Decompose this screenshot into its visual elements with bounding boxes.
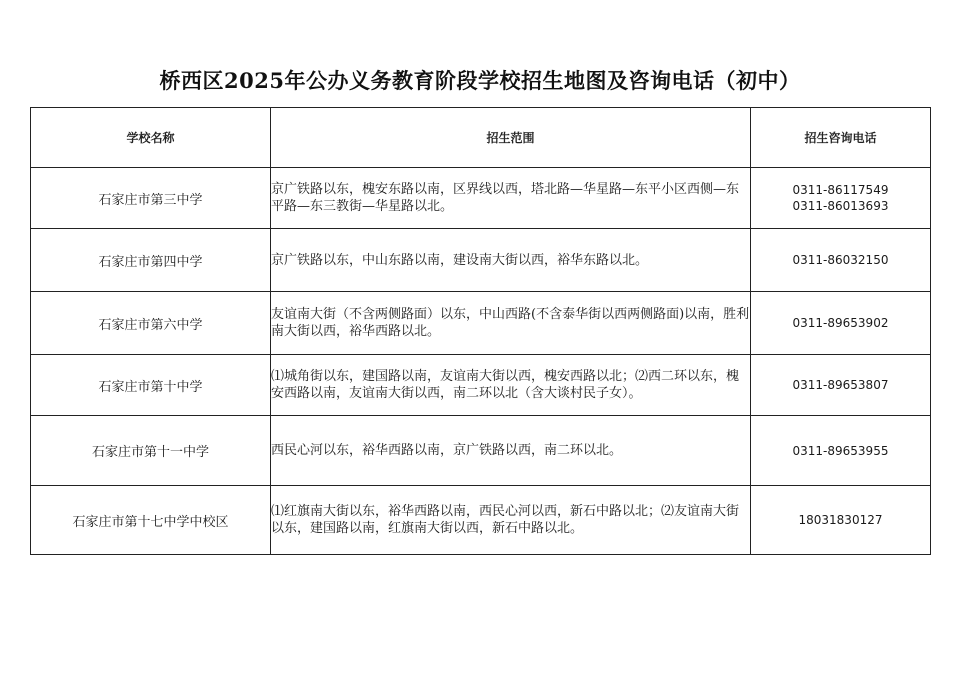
admission-range-cell: 京广铁路以东，中山东路以南，建设南大街以西，裕华东路以北。 — [271, 229, 751, 292]
page-title: 桥西区2025年公办义务教育阶段学校招生地图及咨询电话（初中） — [159, 68, 801, 93]
phone-cell — [751, 486, 931, 555]
phone-number: 0311-89653902 — [792, 316, 889, 330]
admissions-table — [30, 107, 931, 555]
table-row — [31, 229, 931, 292]
phone-number: 0311-89653955 — [792, 443, 889, 458]
school-name-cell: 石家庄市第六中学 — [31, 292, 271, 355]
admission-range-cell: 友谊南大街（不含两侧路面）以东，中山西路(不含泰华街以西两侧路面)以南，胜利南大街以西，裕华西路以北。 — [271, 292, 751, 355]
phone-cell — [751, 168, 931, 229]
school-name-cell: 石家庄市第四中学 — [31, 229, 271, 292]
school-name-cell: 石家庄市第十中学 — [31, 355, 271, 416]
table-row — [31, 168, 931, 229]
phone-number: 0311-89653807 — [792, 378, 889, 392]
school-name-cell: 石家庄市第三中学 — [31, 168, 271, 229]
header-admission-range: 招生范围 — [271, 108, 751, 168]
header-school-name: 学校名称 — [31, 108, 271, 168]
phone-number: 0311-86117549 — [792, 183, 889, 197]
phone-cell — [751, 355, 931, 416]
table-row — [31, 416, 931, 486]
table-row — [31, 292, 931, 355]
admission-range-cell: 京广铁路以东，槐安东路以南，区界线以西，塔北路—华星路—东平小区西侧—东平路—东三教街—华星路以北。 — [271, 168, 751, 229]
school-name-cell: 石家庄市第十七中学中校区 — [31, 486, 271, 555]
phone-cell — [751, 292, 931, 355]
admission-range-cell: 西民心河以东，裕华西路以南，京广铁路以西，南二环以北。 — [271, 416, 751, 486]
phone-cell — [751, 416, 931, 486]
table-header-row — [31, 108, 931, 168]
admission-range-cell: ⑴城角街以东，建国路以南，友谊南大街以西，槐安西路以北；⑵西二环以东，槐安西路以南，友谊南大街以西，南二环以北（含大谈村民子女）。 — [271, 355, 751, 416]
phone-cell — [751, 229, 931, 292]
phone-number: 0311-86032150 — [792, 253, 889, 267]
phone-number: 0311-86013693 — [792, 199, 889, 213]
admission-range-cell: ⑴红旗南大街以东，裕华西路以南，西民心河以西，新石中路以北；⑵友谊南大街以东，建国路以南，红旗南大街以西，新石中路以北。 — [271, 486, 751, 555]
table-row — [31, 486, 931, 555]
table-row — [31, 355, 931, 416]
school-name-cell: 石家庄市第十一中学 — [31, 416, 271, 486]
phone-number: 18031830127 — [798, 513, 883, 527]
header-consult-phone: 招生咨询电话 — [751, 108, 931, 168]
